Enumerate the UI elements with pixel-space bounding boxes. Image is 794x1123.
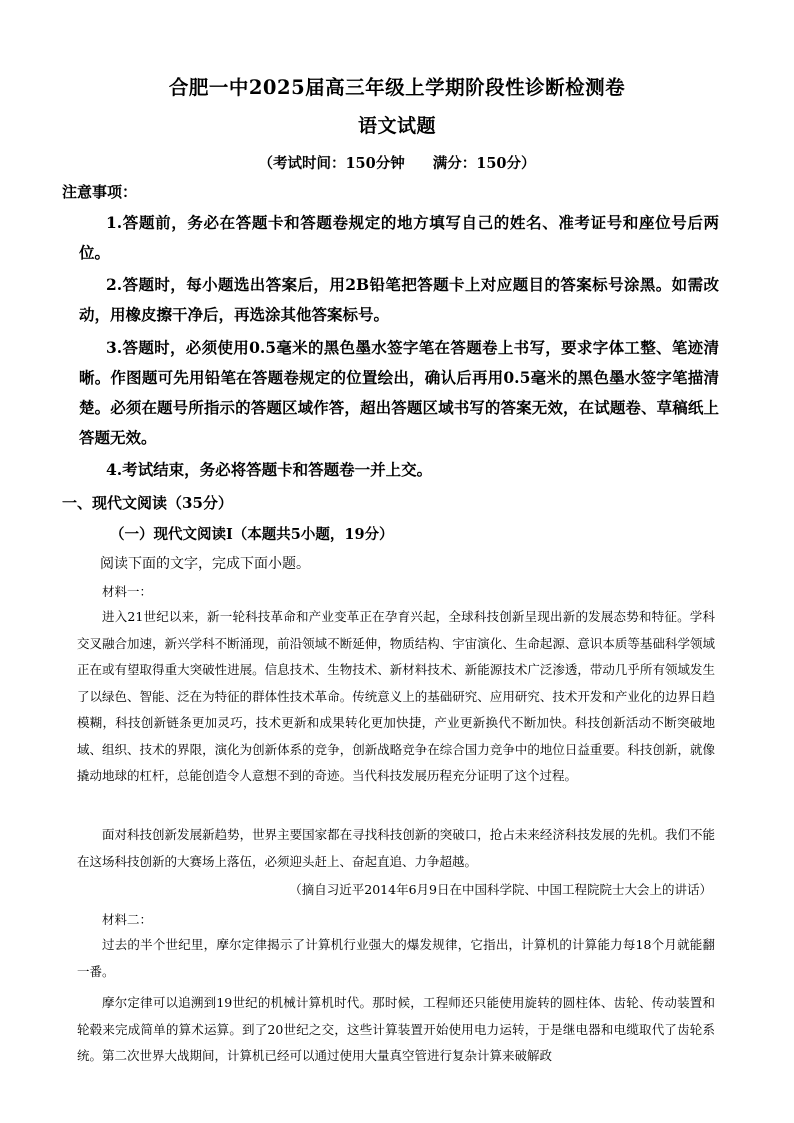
- material-2-label: 材料二：: [102, 912, 153, 927]
- notice-4: 4.考试结束，务必将答题卡和答题卷一并上交。: [106, 460, 433, 479]
- material-1-label: 材料一：: [102, 584, 153, 599]
- full-score: 满分：150分）: [432, 155, 536, 172]
- material-2-paragraph-2: 摩尔定律可以追溯到19世纪的机械计算机时代。那时候，工程师还只能使用旋转的圆柱体、齿轮、传动装置和轮毂来完成简单的算术运算。到了20世纪之交，这些计算装置开始使用电力运转，于是继电器和电缆取代了齿轮系统。第二次世界大战期间，计算机已经可以通过使用大量真空管进行复杂计算来破解政: [77, 995, 715, 1063]
- notice-2: 2.答题时，每小题选出答案后，用2B铅笔把答题卡上对应题目的答案标号涂黑。如需改动，用橡皮擦干净后，再选涂其他答案标号。: [79, 275, 719, 324]
- section-heading: 一、现代文阅读（35分）: [62, 494, 233, 512]
- notice-3: 3.答题时，必须使用0.5毫米的黑色墨水签字笔在答题卷上书写，要求字体工整、笔迹清晰。作图题可先用铅笔在答题卷规定的位置绘出，确认后再用0.5毫米的黑色墨水签字笔描清楚。必须在题号所指示的答题区域作答，超出答题区域书写的答案无效，在试题卷、草稿纸上答题无效。: [79, 338, 719, 447]
- subsection-heading: （一）现代文阅读Ⅰ（本题共5小题，19分）: [110, 526, 394, 543]
- exam-info: [0, 152, 794, 173]
- reading-instruction: 阅读下面的文字，完成下面小题。: [100, 556, 310, 572]
- notice-1: 1.答题前，务必在答题卡和答题卷规定的地方填写自己的姓名、准考证号和座位号后两位。: [79, 213, 719, 262]
- material-1-paragraph-2: 面对科技创新发展新趋势，世界主要国家都在寻找科技创新的突破口，抢占未来经济科技发展的先机。我们不能在这场科技创新的大赛场上落伍，必须迎头赶上、奋起直追、力争超越。: [77, 827, 715, 869]
- subject-title: 语文试题: [357, 115, 436, 137]
- material-2-paragraph-1: 过去的半个世纪里，摩尔定律揭示了计算机行业强大的爆发规律，它指出，计算机的计算能力每18个月就能翻一番。: [77, 937, 715, 979]
- material-1-paragraph-1: 进入21世纪以来，新一轮科技革命和产业变革正在孕育兴起，全球科技创新呈现出新的发展态势和特征。学科交叉融合加速，新兴学科不断涌现，前沿领域不断延伸，物质结构、宇宙演化、生命起源、意识本质等基础科学领域正在或有望取得重大突破性进展。信息技术、生物技术、新材料技术、新能源技术广泛渗透，带动几乎所有领域发生了以绿色、智能、泛在为特征的群体性技术革命。传统意义上的基础研究、应用研究、技术开发和产业化的边界日趋模糊，科技创新链条更加灵巧，技术更新和成果转化更加快捷，产业更新换代不断加快。科技创新活动不断突破地域、组织、技术的界限，演化为创新体系的竞争，创新战略竞争在综合国力竞争中的地位日益重要。科技创新，就像撬动地球的杠杆，总能创造令人意想不到的奇迹。当代科技发展历程充分证明了这个过程。: [77, 609, 715, 783]
- notice-heading: 注意事项：: [62, 183, 138, 201]
- material-1-source: （摘自习近平2014年6月9日在中国科学院、中国工程院院士大会上的讲话）: [289, 882, 712, 897]
- exam-title: 合肥一中2025届高三年级上学期阶段性诊断检测卷: [168, 76, 626, 99]
- exam-time: （考试时间：150分钟: [258, 155, 405, 172]
